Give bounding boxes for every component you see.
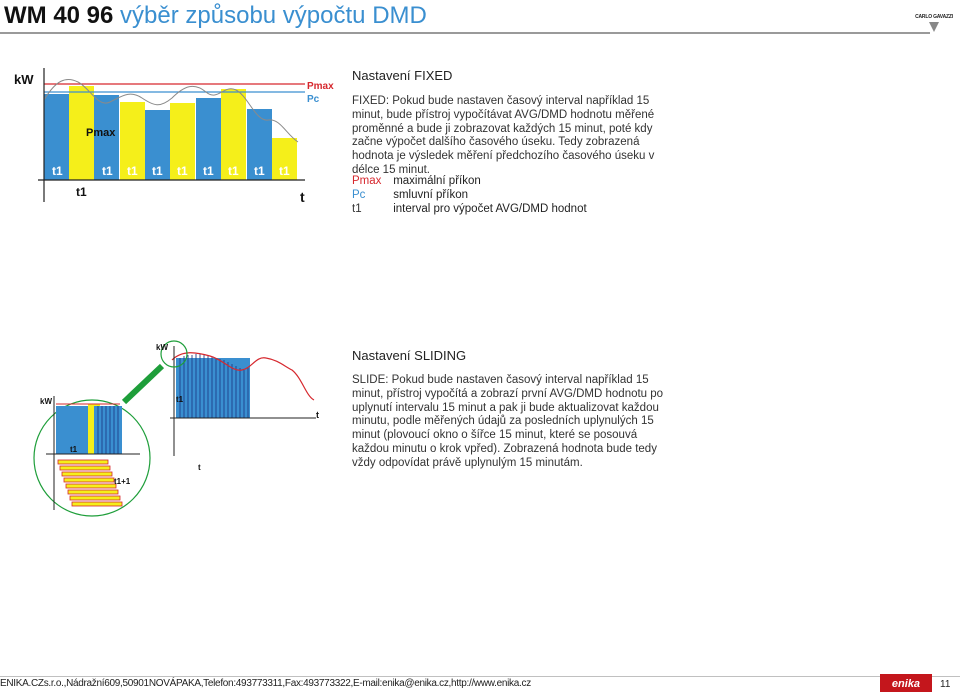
zoom-connector (124, 366, 162, 402)
zoom-y-label: kW (40, 397, 52, 406)
header-divider (0, 32, 930, 34)
interval-label: t1 (228, 164, 239, 178)
footer-contact: ENIKA.CZs.r.o.,Nádražní609,50901NOVÁPAKA,Telefon:493773311,Fax:493773322,E-mail:enika@enika.cz,http://www.enika.cz (0, 678, 531, 689)
sliding-zoom-circle (34, 396, 150, 516)
brand-name: CARLO GAVAZZI (915, 14, 953, 20)
sliding-detail-chart (156, 341, 319, 472)
sliding-diagram (20, 338, 340, 522)
page-title (4, 2, 427, 30)
model-name: WM 40 96 (4, 2, 114, 29)
fixed-title: Nastavení FIXED (352, 68, 453, 83)
page-number: 11 (940, 679, 951, 690)
detail-x-label: t (316, 410, 319, 420)
legend-desc: interval pro výpočet AVG/DMD hodnot (393, 202, 587, 215)
fixed-diagram (0, 62, 340, 222)
legend-key: Pc (352, 188, 366, 201)
enika-logo-text: enika (891, 678, 921, 690)
fixed-legend (352, 175, 587, 216)
interval-label: t1 (279, 164, 290, 178)
pmax-legend: Pmax (307, 81, 334, 92)
detail-y-label: kW (156, 343, 168, 352)
legend-row-t1 (352, 203, 587, 217)
zoom-t1-plus-label: t1+1 (114, 477, 131, 486)
legend-desc: maximální příkon (393, 175, 481, 187)
legend-key: t1 (352, 202, 362, 215)
zoom-t1-label: t1 (70, 445, 78, 454)
interval-label: t1 (76, 185, 87, 199)
zoom-x-label: t (198, 463, 201, 472)
fixed-paragraph: FIXED: Pokud bude nastaven časový interval například 15 minut, bude přístroj vypočítávat AVG/DMD hodnotu měřené proměnné a bude ji zobrazovat každých 15 minut, poté kdy začne výpočet dalšího časového úseku. Tedy zobrazená hodnota je výsledek měření předchozího časového úseku v délce 15 minut. (352, 95, 655, 176)
interval-label: t1 (254, 164, 265, 178)
interval-label: t1 (102, 164, 113, 178)
fixed-x-label: t (300, 189, 305, 205)
pc-legend: Pc (307, 94, 320, 105)
fixed-y-label: kW (14, 72, 34, 87)
legend-key: Pmax (352, 175, 382, 187)
page-subtitle: výběr způsobu výpočtu DMD (120, 2, 427, 29)
interval-label: t1 (52, 164, 63, 178)
detail-t1-label: t1 (176, 395, 184, 404)
brand-logo (912, 6, 956, 36)
brand-triangle-icon (929, 22, 939, 32)
legend-desc: smluvní příkon (393, 188, 468, 201)
fixed-pmax-label: Pmax (86, 127, 116, 139)
sliding-title: Nastavení SLIDING (352, 348, 467, 363)
enika-logo (880, 674, 932, 692)
interval-label: t1 (177, 164, 188, 178)
interval-label: t1 (152, 164, 163, 178)
footer-divider (0, 676, 960, 677)
interval-label: t1 (127, 164, 138, 178)
legend-row-pc (352, 189, 587, 203)
sliding-paragraph: SLIDE: Pokud bude nastaven časový interval například 15 minut, přístroj vypočítá a zobrazí první AVG/DMD hodnotu po uplynutí intervalu 15 minut a pak ji bude aktualizovat každou minutu, podle měřených údajů za posledních uplynulých 15 minut (plovoucí okno o šířce 15 minut, které se posouvá každou minutu o krok vpřed). Zobrazená hodnota bude tedy vždy odpovídat právě uplynulým 15 minutám. (352, 374, 664, 469)
sliding-window-fill (176, 358, 250, 418)
legend-row-pmax (352, 175, 587, 189)
interval-label: t1 (203, 164, 214, 178)
